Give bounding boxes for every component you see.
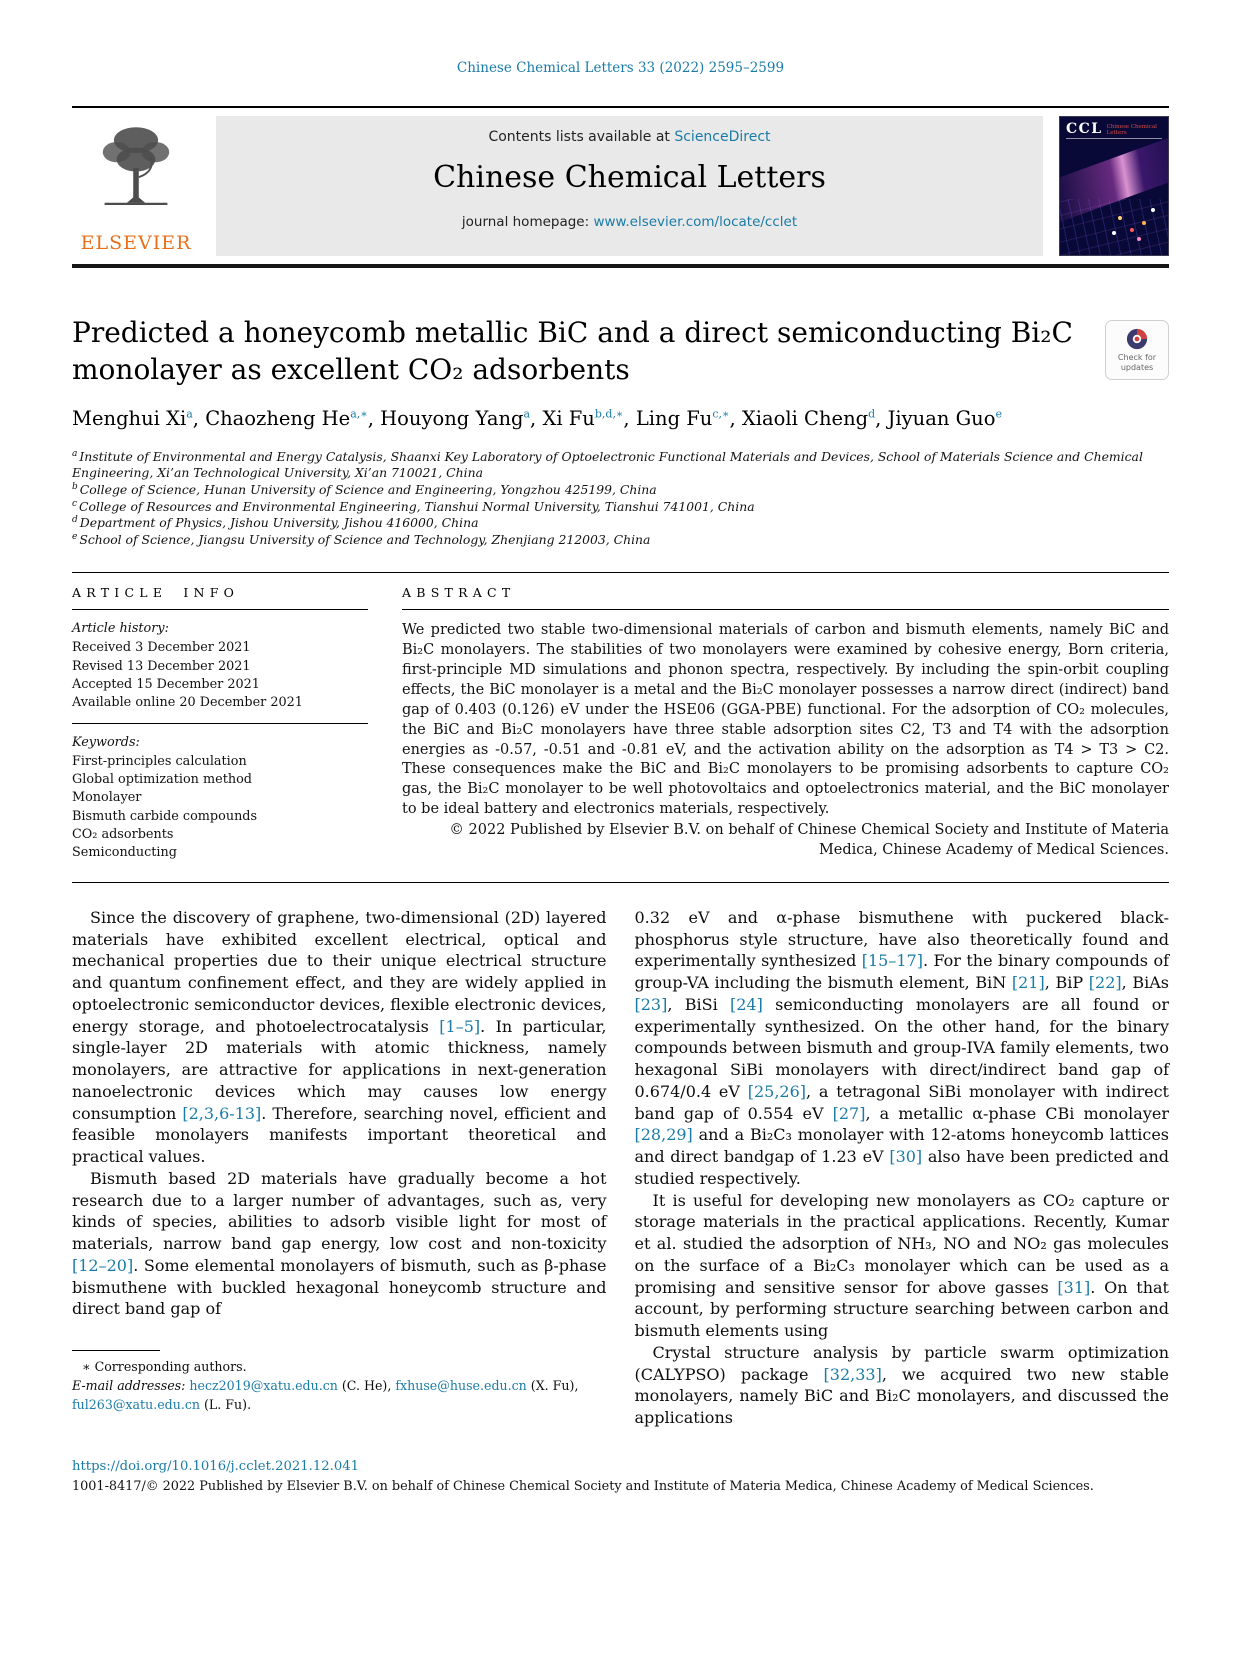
affiliation-sup: b <box>72 481 78 492</box>
citation[interactable]: [30] <box>889 1147 923 1167</box>
title-row <box>72 314 1169 388</box>
journal-title: Chinese Chemical Letters <box>433 160 826 195</box>
article-title: Predicted a honeycomb metallic BiC and a direct semiconducting Bi₂C monolayer as excellent CO₂ adsorbents <box>72 316 1073 387</box>
author-separator: , <box>192 407 206 431</box>
keyword-item: First-principles calculation <box>72 754 247 770</box>
author-separator: , <box>729 407 742 431</box>
citation[interactable]: [1–5] <box>439 1016 481 1036</box>
affiliation-text: School of Science, Jiangsu University of Science and Technology, Zhenjiang 212003, China <box>79 531 651 547</box>
keywords-label: Keywords: <box>72 735 140 751</box>
citation[interactable]: [23] <box>634 994 668 1014</box>
citation[interactable]: [2,3,6-13] <box>182 1103 262 1123</box>
abstract-header: ABSTRACT <box>402 585 516 601</box>
affiliation <box>72 482 1169 499</box>
citation[interactable]: [12–20] <box>72 1255 134 1275</box>
email-addresses-label: E-mail addresses: <box>72 1378 186 1394</box>
history-item: Received 3 December 2021 <box>72 640 251 656</box>
author-name: Xi Fu <box>542 407 595 431</box>
page-footer <box>72 1459 1169 1494</box>
author-affiliation-sup: c,∗ <box>712 407 730 421</box>
author-separator: , <box>875 407 888 431</box>
email-after: (X. Fu), <box>526 1378 579 1394</box>
author-name: Chaozheng He <box>205 407 351 431</box>
contents-prefix: Contents lists available at <box>488 129 675 145</box>
author-separator: , <box>623 407 636 431</box>
citation[interactable]: [28,29] <box>634 1125 693 1145</box>
citation[interactable]: [24] <box>729 994 763 1014</box>
journal-banner <box>72 106 1169 268</box>
body-right-column <box>635 907 1170 1429</box>
author <box>742 407 888 430</box>
homepage-prefix: journal homepage: <box>461 214 594 230</box>
affiliation-text: Institute of Environmental and Energy Catalysis, Shaanxi Key Laboratory of Optoelectronic Functional Materials and Devices, School of Materials Science and Chemical Engineering, Xi’an Technological University, Xi’an 710021, China <box>72 448 1143 481</box>
badge-label <box>1118 353 1156 373</box>
keyword-item: Semiconducting <box>72 844 177 860</box>
journal-info-box <box>216 116 1043 256</box>
elsevier-wordmark: ELSEVIER <box>80 232 192 254</box>
paragraph: Since the discovery of graphene, two-dimensional (2D) layered materials have exhibited excellent electrical, optical and mechanical properties due to their unique electrical structure and quantum confinement effect, and they are widely applied in optoelectronic semiconductor devices, flexible electronic devices, energy storage, and photoelectrocatalysis [1–5]. In particular, single-layer 2D materials with atomic thickness, namely monolayers, are attractive for applications in next-generation nanoelectronic devices which may causes low energy consumption [2,3,6-13]. Therefore, searching novel, efficient and feasible monolayers manifests important theoretical and practical values. <box>72 907 607 1167</box>
body-left-column <box>72 907 607 1429</box>
article-info-abstract-block <box>72 572 1169 883</box>
homepage-link[interactable]: www.elsevier.com/locate/cclet <box>593 214 798 230</box>
abstract-rule <box>402 609 1169 610</box>
affiliation <box>72 532 1169 549</box>
author-name: Ling Fu <box>635 407 713 431</box>
crossmark-icon <box>1126 328 1148 350</box>
keyword-item: CO₂ adsorbents <box>72 826 174 842</box>
author-name: Menghui Xi <box>72 407 187 431</box>
author <box>72 407 205 430</box>
email-link[interactable]: fxhuse@huse.edu.cn <box>395 1378 527 1394</box>
keyword-item: Monolayer <box>72 790 142 806</box>
affiliation <box>72 449 1169 482</box>
affiliation-sup: a <box>72 448 78 459</box>
article-info-section <box>72 585 368 862</box>
citation[interactable]: [21] <box>1011 973 1045 993</box>
article-info-header: ARTICLE INFO <box>72 585 240 601</box>
doi-line <box>72 1459 1169 1474</box>
article-info-rule <box>72 609 368 610</box>
affiliation <box>72 515 1169 532</box>
elsevier-logo[interactable] <box>72 116 200 256</box>
abstract-text: We predicted two stable two-dimensional materials of carbon and bismuth elements, namely BiC and Bi₂C monolayers. The stabilities of two monolayers were examined by cohesive energy, Born criteria, first-principle MD simulations and phonon spectra, respectively. By including the spin-orbit coupling effects, the BiC monolayer is a metal and the Bi₂C monolayer possesses a narrow direct (indirect) band gap of 0.403 (0.126) eV under the HSE06 (GGA-PBE) functional. For the adsorption of CO₂ molecules, the BiC and Bi₂C monolayers have three stable adsorption sites C2, T3 and T4 with the adsorption energies as -0.57, -0.51 and -0.81 eV, and the activation ability on the adsorption as T4 > T3 > C2. These consequences make the BiC and Bi₂C monolayers to be promising adsorbents to capture CO₂ gas, the Bi₂C monolayer to be well photovoltaics and optoelectronics material, and the BiC monolayer to be ideal battery and electronics materials, respectively. <box>402 622 1169 818</box>
corresponding-note: ∗ Corresponding authors. <box>82 1359 247 1375</box>
paragraph: It is useful for developing new monolayers as CO₂ capture or storage materials in the practical applications. Recently, Kumar et al. studied the adsorption of NH₃, NO and NO₂ gas molecules on the surface of a Bi₂C₃ monolayer which can be used as a promising and sensitive sensor for above gasses [31]. On that account, by performing structure searching between carbon and bismuth elements using <box>634 1190 1169 1341</box>
author-name: Xiaoli Cheng <box>741 407 869 431</box>
author-affiliation-sup: d <box>868 407 876 421</box>
author <box>888 407 1002 430</box>
citation[interactable]: [22] <box>1088 973 1122 993</box>
author <box>380 407 542 430</box>
affiliation-list <box>72 449 1169 549</box>
citation[interactable]: [25,26] <box>747 1081 807 1101</box>
elsevier-tree-icon <box>88 118 184 214</box>
history-item: Available online 20 December 2021 <box>72 694 303 710</box>
author-list <box>72 406 1169 432</box>
journal-cover[interactable] <box>1059 116 1169 256</box>
homepage-line <box>226 214 1033 230</box>
affiliation-text: College of Resources and Environmental Engineering, Tianshui Normal University, Tianshui 741001, China <box>79 498 755 514</box>
journal-cover-image <box>1059 116 1169 256</box>
doi-link[interactable]: https://doi.org/10.1016/j.cclet.2021.12.041 <box>72 1458 359 1474</box>
keyword-item: Global optimization method <box>72 772 252 788</box>
article-history-label: Article history: <box>72 621 169 637</box>
affiliation-sup: c <box>72 498 78 509</box>
cover-art-dots <box>1142 221 1146 225</box>
footnote-rule <box>72 1350 160 1351</box>
email-after: (L. Fu). <box>200 1397 252 1412</box>
footnote-block <box>72 1350 607 1415</box>
citation[interactable]: [31] <box>1057 1277 1091 1297</box>
author <box>205 407 380 430</box>
issn-copyright-line: 1001-8417/© 2022 Published by Elsevier B.V. on behalf of Chinese Chemical Society and Institute of Materia Medica, Chinese Academy of Medical Sciences. <box>72 1478 1094 1494</box>
cover-initials: CCL <box>1066 121 1103 137</box>
email-link[interactable]: hecz2019@xatu.edu.cn <box>189 1378 338 1394</box>
author-affiliation-sup: e <box>995 407 1002 421</box>
cover-header <box>1066 122 1162 139</box>
author-name: Jiyuan Guo <box>887 407 996 431</box>
contents-line <box>226 129 1033 145</box>
paragraph: Bismuth based 2D materials have gradually become a hot research due to a larger number of advantages, such as, very kinds of species, abilities to adsorb visible light for most of materials, narrow band gap energy, low cost and non-toxicity [12–20]. Some elemental monolayers of bismuth, such as β-phase bismuthene with buckled hexagonal honeycomb structure and direct band gap of <box>72 1168 607 1319</box>
crossmark-badge[interactable] <box>1105 320 1169 380</box>
email-after: (C. He), <box>337 1378 396 1394</box>
affiliation-text: Department of Physics, Jishou University, Jishou 416000, China <box>79 515 479 531</box>
keyword-item: Bismuth carbide compounds <box>72 808 258 824</box>
affiliation-text: College of Science, Hunan University of Science and Engineering, Yongzhou 425199, China <box>79 482 657 498</box>
article-body <box>72 907 1169 1429</box>
history-item: Revised 13 December 2021 <box>72 658 251 674</box>
badge-label-line2: updates <box>1120 362 1154 372</box>
paragraph: 0.32 eV and α-phase bismuthene with puckered black-phosphorus style structure, have also theoretically found and experimentally synthesized [15–17]. For the binary compounds of group-VA including the bismuth element, BiN [21], BiP [22], BiAs [23], BiSi [24] semiconducting monolayers are all found or experimentally synthesized. On the other hand, for the binary compounds between bismuth and group-IVA family elements, two hexagonal SiBi monolayers with direct/indirect band gap of 0.674/0.4 eV [25,26], a tetragonal SiBi monolayer with indirect band gap of 0.554 eV [27], a metallic α-phase CBi monolayer [28,29] and a Bi₂C₃ monolayer with 12-atoms honeycomb lattices and direct bandgap of 1.23 eV [30] also have been predicted and studied respectively. <box>634 907 1170 1188</box>
abstract-copyright: © 2022 Published by Elsevier B.V. on behalf of Chinese Chemical Society and Institute of Materia Medica, Chinese Academy of Medical Sciences. <box>449 822 1169 858</box>
citation[interactable]: [27] <box>832 1103 866 1123</box>
author-affiliation-sup: a,∗ <box>350 407 368 421</box>
author-name: Houyong Yang <box>380 407 524 431</box>
paragraph: Crystal structure analysis by particle swarm optimization (CALYPSO) package [32,33], we acquired two new stable monolayers, namely BiC and Bi₂C monolayers, and discussed the applications <box>634 1342 1170 1428</box>
sciencedirect-link[interactable]: ScienceDirect <box>674 129 771 145</box>
history-item: Accepted 15 December 2021 <box>72 676 260 692</box>
author <box>636 407 742 430</box>
email-line <box>72 1377 607 1415</box>
author-affiliation-sup: a <box>186 407 193 421</box>
affiliation-sup: d <box>72 515 78 526</box>
citation[interactable]: [32,33] <box>823 1364 882 1384</box>
author-separator: , <box>367 407 381 431</box>
author <box>542 407 635 430</box>
abstract-section <box>402 585 1169 862</box>
affiliation <box>72 499 1169 516</box>
author-separator: , <box>530 407 543 431</box>
history-keywords-divider <box>72 723 368 724</box>
affiliation-sup: e <box>72 531 78 542</box>
author-affiliation-sup: b,d,∗ <box>594 407 624 421</box>
citation[interactable]: [15–17] <box>861 951 923 971</box>
email-link[interactable]: ful263@xatu.edu.cn <box>72 1397 201 1412</box>
cover-subtitle: Chinese Chemical Letters <box>1106 124 1157 137</box>
journal-citation: Chinese Chemical Letters 33 (2022) 2595–2599 <box>456 60 785 76</box>
author-affiliation-sup: a <box>523 407 531 421</box>
badge-label-line1: Check for <box>1117 352 1157 362</box>
